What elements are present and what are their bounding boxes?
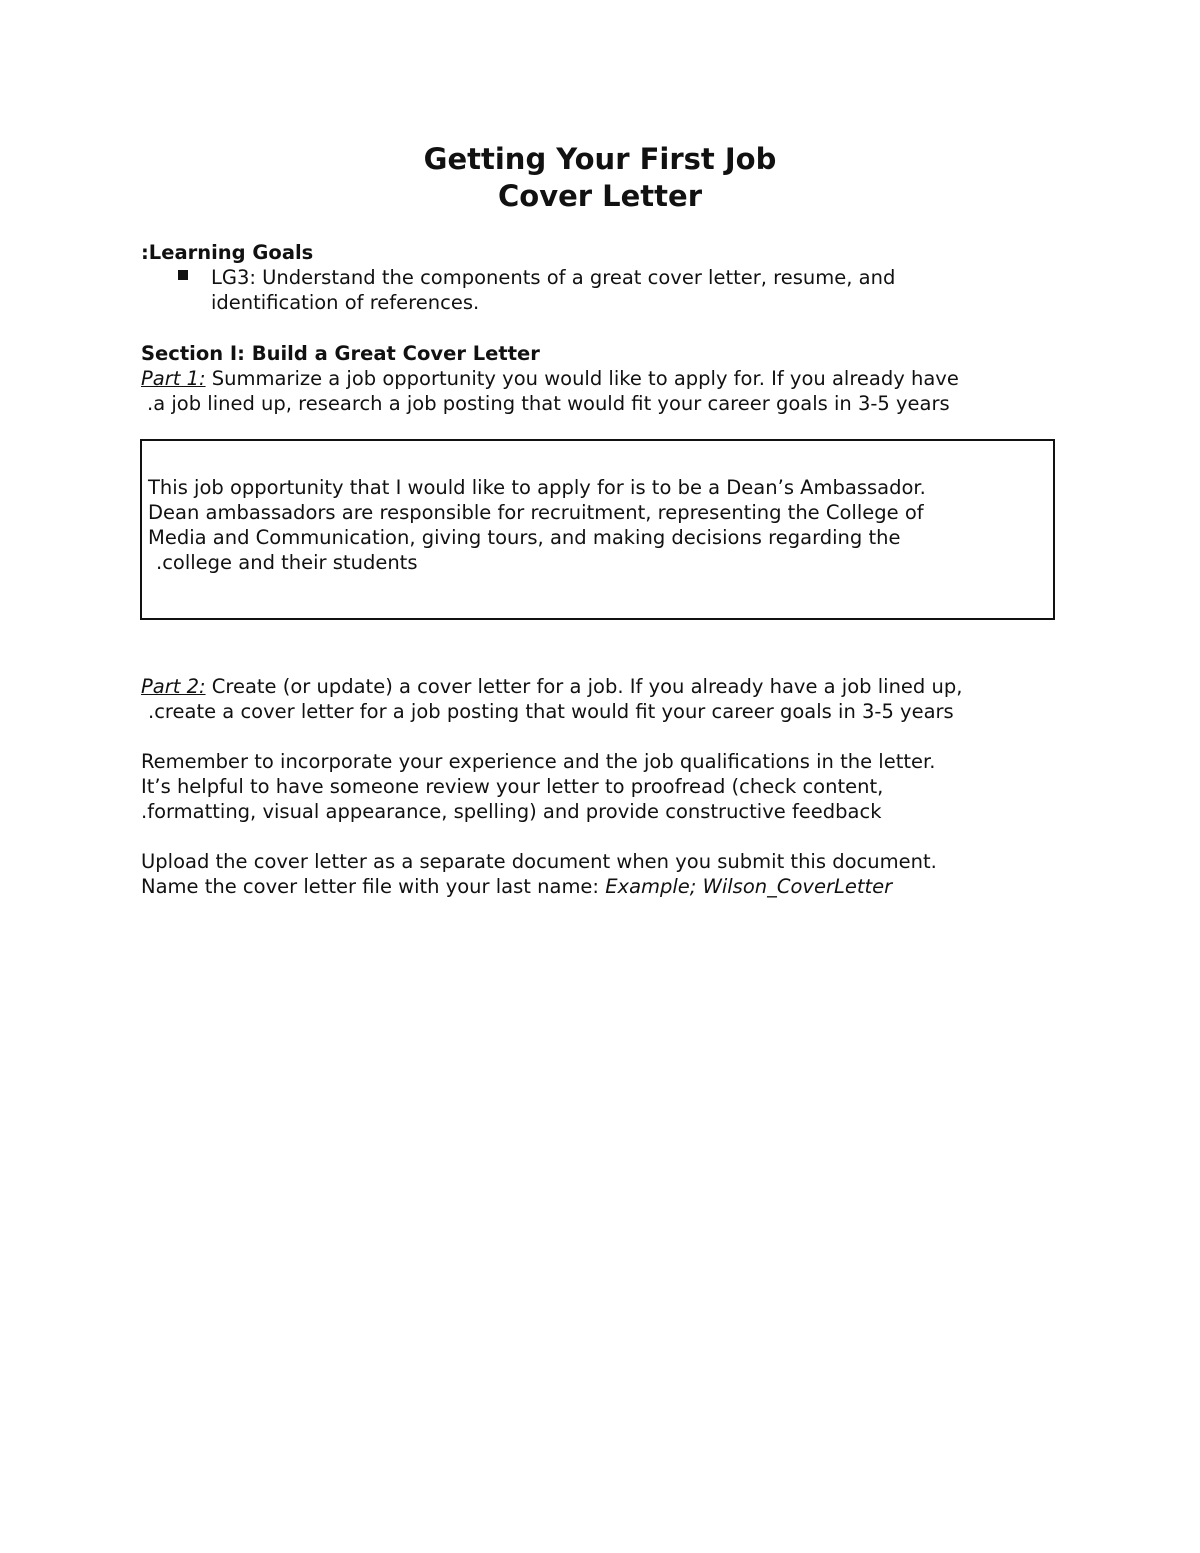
- document-title: Getting Your First Job: [423, 142, 777, 176]
- learning-goal-line: identification of references.: [211, 291, 480, 314]
- section-heading: Section I: Build a Great Cover Letter: [141, 342, 540, 365]
- answer-text-box[interactable]: [140, 439, 1055, 620]
- part1-label: Part 1:: [141, 367, 206, 390]
- part2-label: Part 2:: [141, 675, 206, 698]
- learning-goals-heading: :Learning Goals: [141, 241, 314, 264]
- filename-example: Example; Wilson_CoverLetter: [605, 875, 893, 898]
- part2-text: Create (or update) a cover letter for a job. If you already have a job lined up,: [205, 675, 963, 698]
- answer-line: Media and Communication, giving tours, and making decisions regarding the: [148, 526, 901, 549]
- part1-text: Summarize a job opportunity you would like to apply for. If you already have: [205, 367, 959, 390]
- upload-text-line2: [141, 874, 892, 899]
- part2-instruction: [141, 674, 962, 699]
- remember-text: Remember to incorporate your experience and the job qualifications in the letter.: [141, 750, 936, 773]
- answer-line: This job opportunity that I would like to apply for is to be a Dean’s Ambassador.: [148, 476, 926, 499]
- part2-instruction-line2: .create a cover letter for a job posting that would fit your career goals in 3-5 years: [148, 700, 954, 723]
- document-subtitle: Cover Letter: [497, 179, 703, 213]
- remember-text: .formatting, visual appearance, spelling) and provide constructive feedback: [141, 800, 882, 823]
- upload-text: Upload the cover letter as a separate document when you submit this document.: [141, 850, 937, 873]
- answer-line: .college and their students: [156, 551, 418, 574]
- answer-line: Dean ambassadors are responsible for recruitment, representing the College of: [148, 501, 924, 524]
- square-bullet-icon: [178, 270, 188, 280]
- upload-text-prefix: Name the cover letter file with your last name:: [141, 875, 606, 898]
- part1-instruction-line2: .a job lined up, research a job posting that would fit your career goals in 3-5 years: [147, 392, 950, 415]
- learning-goal-line: LG3: Understand the components of a great cover letter, resume, and: [211, 266, 896, 289]
- remember-text: It’s helpful to have someone review your letter to proofread (check content,: [141, 775, 884, 798]
- part1-instruction: [141, 366, 959, 391]
